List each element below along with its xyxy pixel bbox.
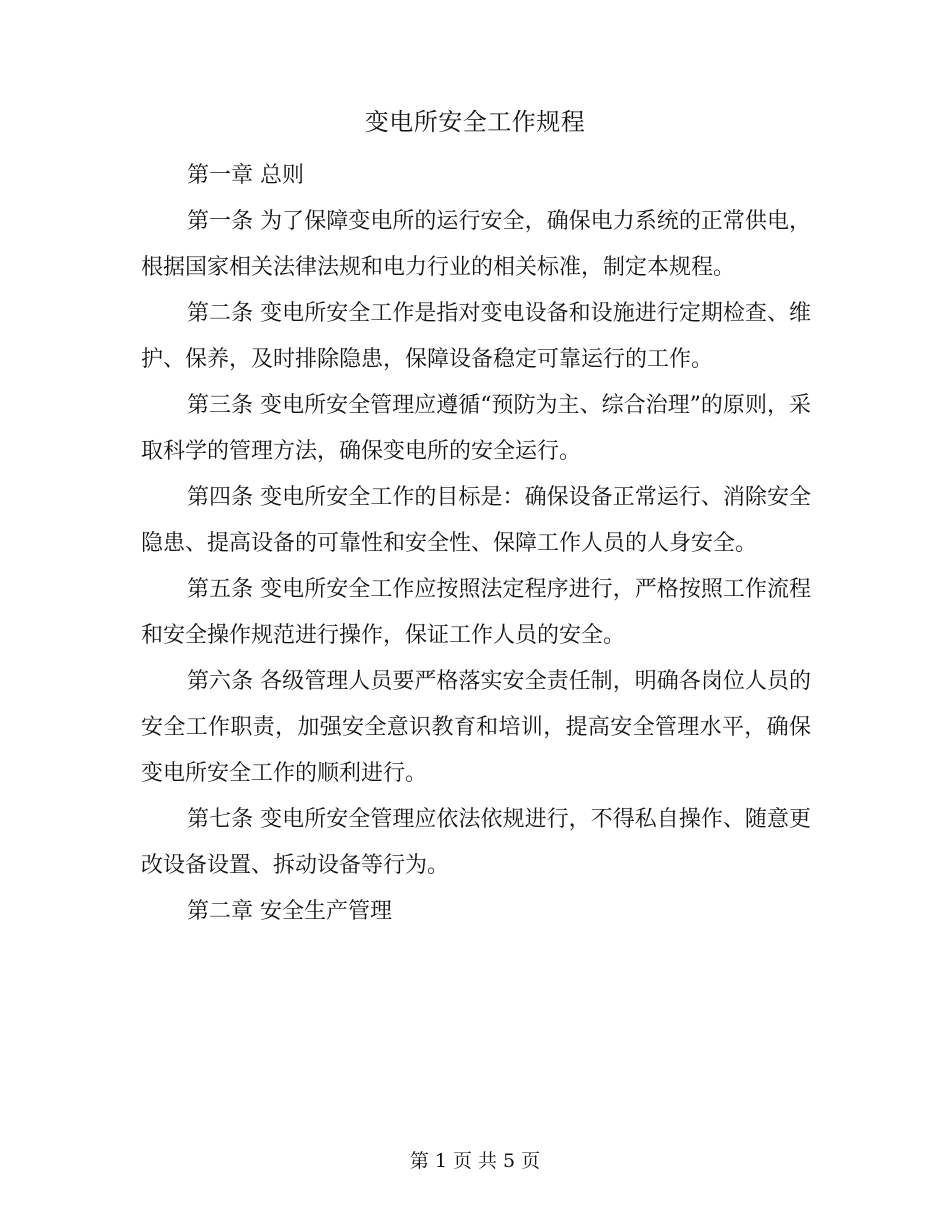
article-5: 第五条 变电所安全工作应按照法定程序进行，严格按照工作流程和安全操作规范进行操作，保证工作人员的安全。: [141, 577, 811, 648]
article-1: 第一条 为了保障变电所的运行安全，确保电力系统的正常供电，根据国家相关法律法规和电力行业的相关标准，制定本规程。: [141, 209, 811, 280]
page-number-footer: 第 1 页 共 5 页: [409, 1150, 541, 1172]
chapter-heading-2: 第二章 安全生产管理: [187, 899, 392, 924]
article-3: 第三条 变电所安全管理应遵循“预防为主、综合治理”的原则，采取科学的管理方法，确保变电所的安全运行。: [141, 393, 811, 464]
article-7: 第七条 变电所安全管理应依法依规进行，不得私自操作、随意更改设备设置、拆动设备等行为。: [141, 807, 811, 878]
document-title: 变电所安全工作规程: [364, 108, 586, 136]
article-6: 第六条 各级管理人员要严格落实安全责任制，明确各岗位人员的安全工作职责，加强安全意识教育和培训，提高安全管理水平，确保变电所安全工作的顺利进行。: [141, 669, 811, 786]
chapter-heading-1: 第一章 总则: [187, 163, 304, 188]
article-4: 第四条 变电所安全工作的目标是：确保设备正常运行、消除安全隐患、提高设备的可靠性和安全性、保障工作人员的人身安全。: [141, 485, 811, 556]
document-body: [141, 153, 811, 935]
article-2: 第二条 变电所安全工作是指对变电设备和设施进行定期检查、维护、保养，及时排除隐患，保障设备稳定可靠运行的工作。: [141, 301, 811, 372]
